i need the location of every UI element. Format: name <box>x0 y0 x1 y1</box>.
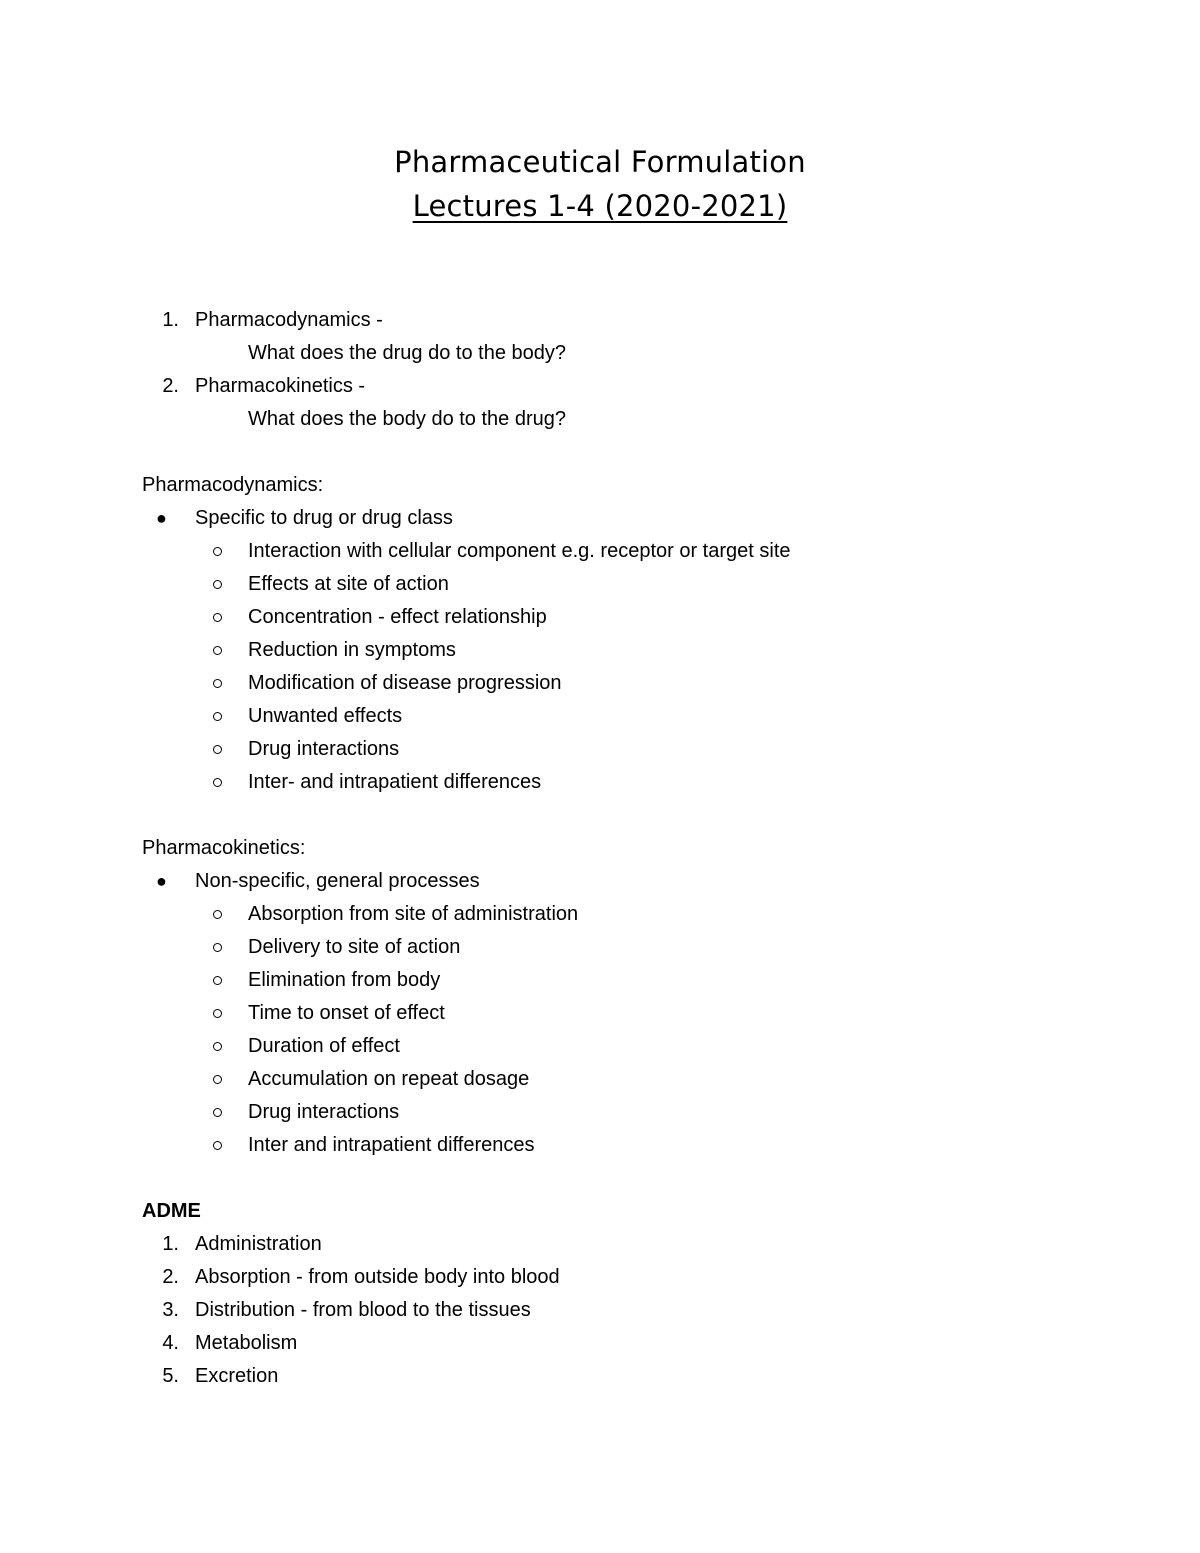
sub-bullet-text: Interaction with cellular component e.g. receptor or target site <box>248 540 791 562</box>
sub-bullet-text: Drug interactions <box>248 738 400 760</box>
bullet-text: Specific to drug or drug class <box>195 507 453 529</box>
sub-bullet-text: Absorption from site of administration <box>248 903 579 925</box>
sub-bullet-text: Modification of disease progression <box>248 672 562 694</box>
list-number: 5. <box>162 1365 179 1387</box>
sub-bullet-text: Drug interactions <box>248 1101 400 1123</box>
hollow-circle-bullet-icon <box>213 646 222 655</box>
hollow-circle-bullet-icon <box>213 1075 222 1084</box>
list-text: Excretion <box>195 1365 279 1387</box>
bullet-text: Non-specific, general processes <box>195 870 480 892</box>
question-text: What does the drug do to the body? <box>248 342 566 364</box>
hollow-circle-bullet-icon <box>213 943 222 952</box>
hollow-circle-bullet-icon <box>213 712 222 721</box>
list-term: Pharmacokinetics - <box>195 375 366 397</box>
hollow-circle-bullet-icon <box>213 613 222 622</box>
bullet-icon: ● <box>156 508 167 528</box>
section-heading: Pharmacodynamics: <box>142 474 324 496</box>
list-number: 4. <box>162 1332 179 1354</box>
sub-bullet-text: Effects at site of action <box>248 573 449 595</box>
hollow-circle-bullet-icon <box>213 1009 222 1018</box>
list-text: Administration <box>195 1233 322 1255</box>
hollow-circle-bullet-icon <box>213 1141 222 1150</box>
bullet-icon: ● <box>156 871 167 891</box>
document-title-text: Pharmaceutical Formulation <box>394 145 806 179</box>
list-term: Pharmacodynamics - <box>195 309 383 331</box>
hollow-circle-bullet-icon <box>213 580 222 589</box>
list-text: Distribution - from blood to the tissues <box>195 1299 531 1321</box>
sub-bullet-text: Delivery to site of action <box>248 936 461 958</box>
list-number: 2. <box>162 1266 179 1288</box>
sub-bullet-text: Accumulation on repeat dosage <box>248 1068 530 1090</box>
hollow-circle-bullet-icon <box>213 976 222 985</box>
hollow-circle-bullet-icon <box>213 778 222 787</box>
hollow-circle-bullet-icon <box>213 910 222 919</box>
hollow-circle-bullet-icon <box>213 547 222 556</box>
list-text: Absorption - from outside body into blood <box>195 1266 560 1288</box>
list-text: Metabolism <box>195 1332 298 1354</box>
sub-bullet-text: Duration of effect <box>248 1035 400 1057</box>
list-number: 1. <box>162 309 179 331</box>
document-title <box>0 140 1200 184</box>
list-number: 2. <box>162 375 179 397</box>
section-heading: ADME <box>142 1200 201 1222</box>
sub-bullet-text: Unwanted effects <box>248 705 403 727</box>
document-subtitle-text: Lectures 1-4 (2020-2021) <box>412 189 788 223</box>
list-number: 3. <box>162 1299 179 1321</box>
list-number: 1. <box>162 1233 179 1255</box>
document-subtitle <box>0 184 1200 228</box>
hollow-circle-bullet-icon <box>213 745 222 754</box>
sub-bullet-text: Inter- and intrapatient differences <box>248 771 542 793</box>
sub-bullet-text: Reduction in symptoms <box>248 639 456 661</box>
question-text: What does the body do to the drug? <box>248 408 566 430</box>
sub-bullet-text: Inter and intrapatient differences <box>248 1134 535 1156</box>
section-heading: Pharmacokinetics: <box>142 837 306 859</box>
hollow-circle-bullet-icon <box>213 679 222 688</box>
sub-bullet-text: Time to onset of effect <box>248 1002 445 1024</box>
sub-bullet-text: Elimination from body <box>248 969 441 991</box>
hollow-circle-bullet-icon <box>213 1108 222 1117</box>
sub-bullet-text: Concentration - effect relationship <box>248 606 547 628</box>
hollow-circle-bullet-icon <box>213 1042 222 1051</box>
